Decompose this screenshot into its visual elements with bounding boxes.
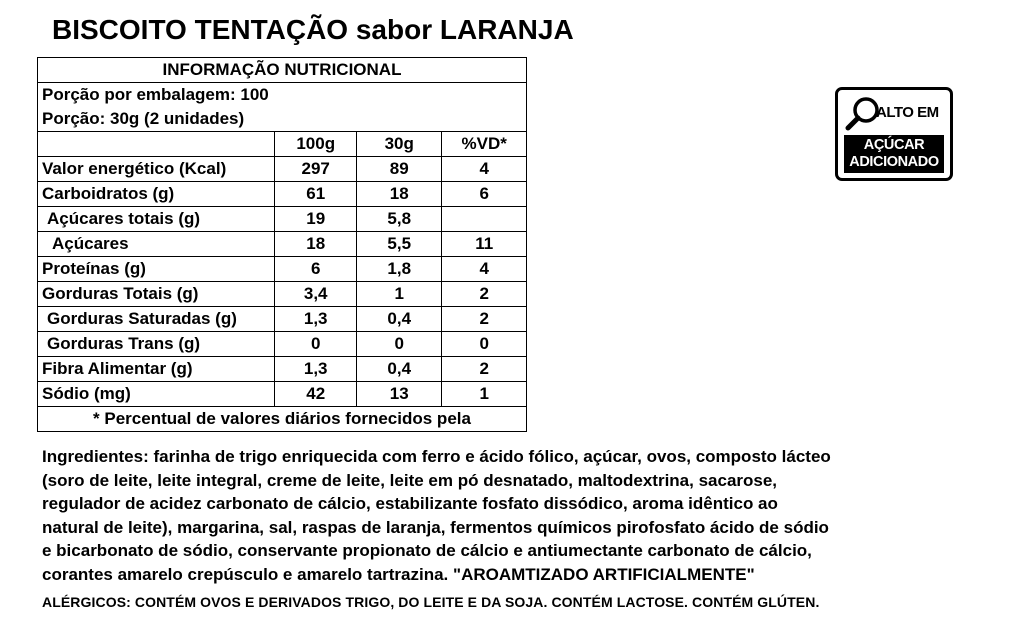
value-100g: 1,3 (275, 307, 357, 332)
row-label: Proteínas (g) (38, 257, 275, 282)
seal-line-1: AÇÚCAR (863, 137, 925, 153)
value-vd: 1 (442, 382, 527, 407)
table-row (38, 307, 527, 332)
column-header-vd: %VD* (442, 132, 527, 157)
value-30g: 5,8 (356, 207, 442, 232)
product-title: BISCOITO TENTAÇÃO sabor LARANJA (52, 14, 574, 45)
value-100g: 3,4 (275, 282, 357, 307)
value-30g: 0 (356, 332, 442, 357)
value-100g: 18 (275, 232, 357, 257)
value-vd: 6 (442, 182, 527, 207)
table-row (38, 157, 527, 182)
value-30g: 1 (356, 282, 442, 307)
seal-black-box (844, 135, 944, 173)
row-label: Açúcares (38, 232, 275, 257)
value-30g: 89 (356, 157, 442, 182)
table-row (38, 382, 527, 407)
value-100g: 61 (275, 182, 357, 207)
table-row (38, 332, 527, 357)
column-header-100g: 100g (275, 132, 357, 157)
row-label: Gorduras Saturadas (g) (38, 307, 275, 332)
value-100g: 1,3 (275, 357, 357, 382)
value-100g: 6 (275, 257, 357, 282)
value-vd (442, 207, 527, 232)
value-100g: 42 (275, 382, 357, 407)
table-row (38, 182, 527, 207)
serving-per-package: Porção por embalagem: 100 (38, 83, 527, 108)
high-sugar-warning-seal (835, 87, 953, 181)
table-row (38, 207, 527, 232)
table-row (38, 232, 527, 257)
serving-size: Porção: 30g (2 unidades) (38, 107, 527, 132)
table-row (38, 282, 527, 307)
value-vd: 2 (442, 307, 527, 332)
ingredients-line: e bicarbonato de sódio, conservante propionato de cálcio e antiumectante carbonato de cálcio, (42, 541, 812, 560)
ingredients-line: Ingredientes: farinha de trigo enriquecida com ferro e ácido fólico, açúcar, ovos, composto lácteo (42, 447, 831, 466)
table-row (38, 357, 527, 382)
seal-line-2: ADICIONADO (849, 154, 939, 170)
table-heading: INFORMAÇÃO NUTRICIONAL (38, 58, 527, 83)
ingredients-line: (soro de leite, leite integral, creme de leite, leite em pó desnatado, maltodextrina, sacarose, (42, 470, 778, 490)
seal-top-label: ALTO EM (876, 104, 939, 121)
value-30g: 18 (356, 182, 442, 207)
ingredients-line: regulador de acidez carbonato de cálcio, estabilizante fosfato dissódico, aroma idêntico ao (42, 494, 778, 513)
row-label: Açúcares totais (g) (38, 207, 275, 232)
value-30g: 0,4 (356, 357, 442, 382)
value-100g: 19 (275, 207, 357, 232)
value-vd: 0 (442, 332, 527, 357)
ingredients-line: corantes amarelo crepúsculo e amarelo tartrazina. "AROAMTIZADO ARTIFICIALMENTE" (42, 564, 755, 584)
value-30g: 13 (356, 382, 442, 407)
ingredients-text (42, 445, 962, 586)
value-vd: 4 (442, 157, 527, 182)
value-100g: 297 (275, 157, 357, 182)
column-header-label (38, 132, 275, 157)
row-label: Carboidratos (g) (38, 182, 275, 207)
value-30g: 1,8 (356, 257, 442, 282)
row-label: Gorduras Totais (g) (38, 282, 275, 307)
value-vd: 2 (442, 282, 527, 307)
value-30g: 5,5 (356, 232, 442, 257)
value-vd: 2 (442, 357, 527, 382)
allergens-text: ALÉRGICOS: CONTÉM OVOS E DERIVADOS TRIGO, DO LEITE E DA SOJA. CONTÉM LACTOSE. CONTÉM GLÚTEN. (42, 594, 820, 610)
row-label: Valor energético (Kcal) (38, 157, 275, 182)
row-label: Fibra Alimentar (g) (38, 357, 275, 382)
column-header-30g: 30g (356, 132, 442, 157)
table-row (38, 257, 527, 282)
nutrition-table (37, 57, 527, 432)
row-label: Sódio (mg) (38, 382, 275, 407)
table-footnote: * Percentual de valores diários fornecidos pela (38, 407, 527, 432)
row-label: Gorduras Trans (g) (38, 332, 275, 357)
value-vd: 4 (442, 257, 527, 282)
ingredients-line: natural de leite), margarina, sal, raspas de laranja, fermentos químicos pirofosfato ácido de sódio (42, 517, 829, 537)
value-30g: 0,4 (356, 307, 442, 332)
value-100g: 0 (275, 332, 357, 357)
value-vd: 11 (442, 232, 527, 257)
